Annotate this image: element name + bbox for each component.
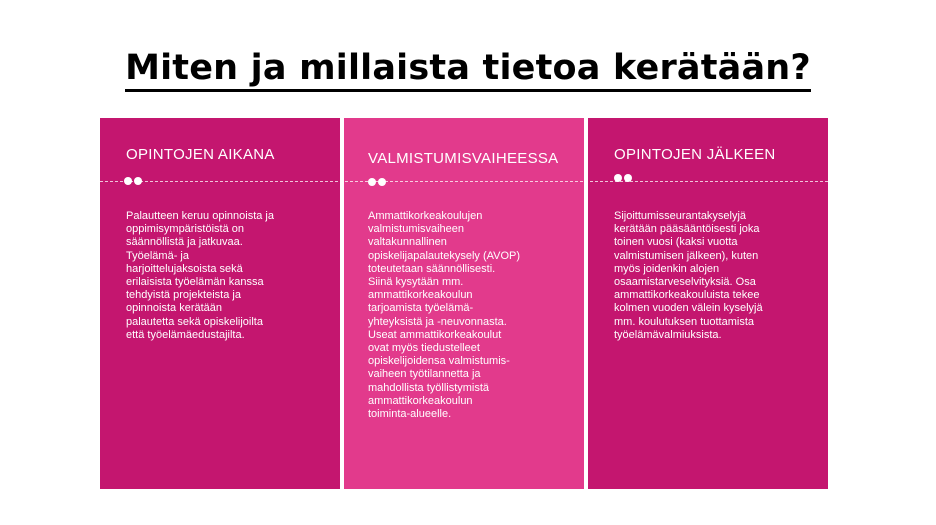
- column-during-studies: [100, 118, 340, 489]
- column-text: Ammattikorkeakoulujen valmistumisvaiheen valtakunnallinen opiskelijapalautekysely (AVOP) toteutetaan säännöllisesti. Siinä kysytään mm. ammattikorkeakoulun tarjoamista työelämä- yhteyksistä ja -neuvonnasta. Useat ammattikorkeakoulut ovat myös tiedustelleet opiskelijoidensa valmistumis- vaiheen työtilannetta ja mahdollista työllistymistä ammattikorkeakoulun toiminta-alueelle.: [368, 210, 521, 421]
- page-title-text: Miten ja millaista tietoa kerätään?: [125, 48, 811, 92]
- dashed-divider: [100, 181, 828, 182]
- column-graduation-phase: [344, 118, 584, 489]
- column-text: Palautteen keruu opinnoista ja oppimisympäristöistä on säännöllistä ja jatkuvaa. Työelämä- ja harjoittelujaksoista sekä erilaisista työelämän kanssa tehdyistä projekteista ja opinnoista kerätään palautetta sekä opiskelijoilta että työelämäedustajilta.: [126, 210, 274, 341]
- column-heading: OPINTOJEN AIKANA: [126, 146, 275, 163]
- page-title: [0, 48, 936, 88]
- column-heading: VALMISTUMISVAIHEESSA: [368, 150, 559, 167]
- column-after-studies: [588, 118, 828, 489]
- column-text: Sijoittumisseurantakyselyjä kerätään pääsääntöisesti joka toinen vuosi (kaksi vuotta valmistumisen jälkeen), kuten myös joidenkin alojen osaamistarveselvityksiä. Osa ammattikorkeakouluista tekee kolmen vuoden välein kyselyjä mm. koulutuksen tuottamista työelämävalmiuksista.: [614, 210, 763, 341]
- bullet-dots-icon: [368, 178, 386, 186]
- column-heading: OPINTOJEN JÄLKEEN: [614, 146, 776, 163]
